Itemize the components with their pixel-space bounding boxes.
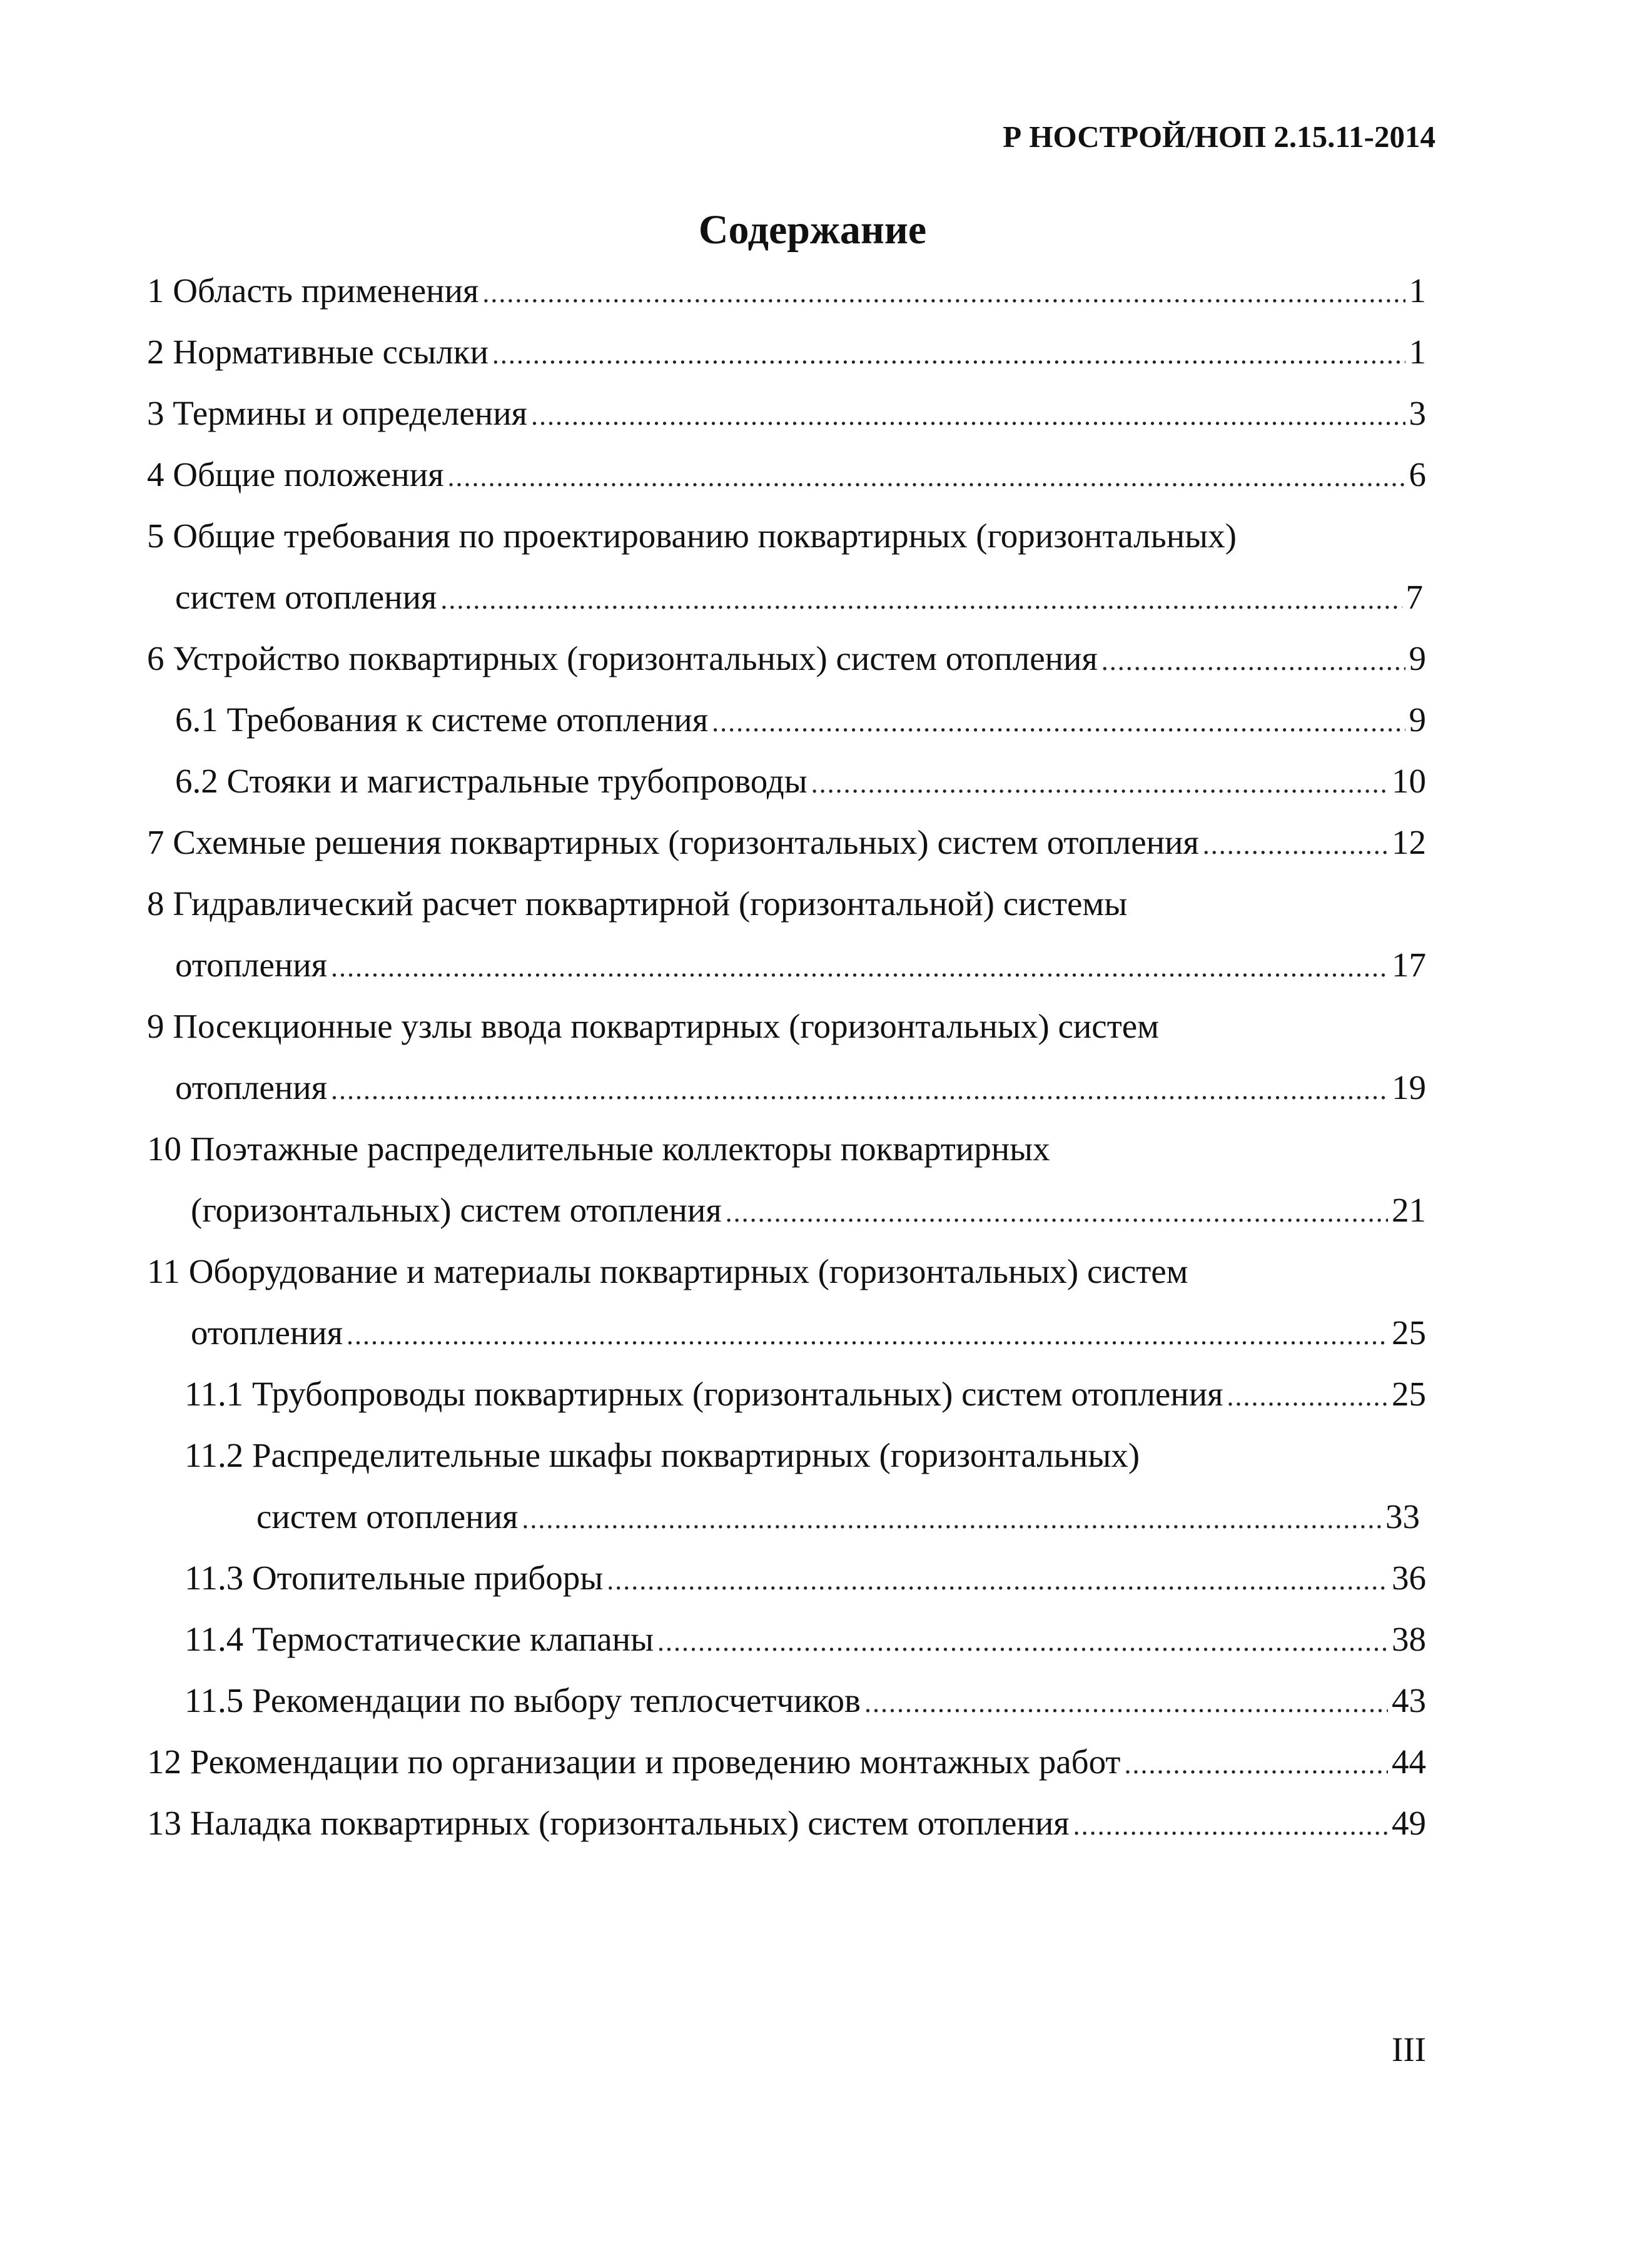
toc-entry-title: 1 Область применения	[147, 271, 479, 310]
toc-entry-9-line-1[interactable]	[147, 1005, 1159, 1048]
toc-entry-page: 38	[1392, 1620, 1426, 1658]
toc-entry-title: 11.2 Распределительные шкафы поквартирных (горизонтальных)	[185, 1436, 1140, 1474]
toc-entry-8-line-2[interactable]	[175, 943, 1426, 987]
dot-leader	[492, 333, 1405, 377]
toc-entry-title: (горизонтальных) систем отопления	[191, 1191, 722, 1229]
toc-entry-page: 44	[1392, 1743, 1426, 1781]
dot-leader	[1124, 1743, 1388, 1786]
toc-entry-12[interactable]	[147, 1740, 1426, 1784]
toc-entry-title: 6.1 Требования к системе отопления	[175, 701, 709, 739]
dot-leader	[726, 1191, 1388, 1235]
dot-leader	[1227, 1375, 1388, 1419]
toc-entry-11-line-1[interactable]	[147, 1250, 1188, 1293]
dot-leader	[607, 1559, 1388, 1602]
toc-entry-title: 6.2 Стояки и магистральные трубопроводы	[175, 762, 807, 800]
toc-entry-title: отопления	[191, 1314, 343, 1352]
toc-entry-title: 5 Общие требования по проектированию поквартирных (горизонтальных)	[147, 517, 1237, 555]
toc-entry-title: 4 Общие положения	[147, 455, 444, 494]
toc-entry-title: отопления	[175, 1068, 328, 1106]
toc-entry-11-3[interactable]	[185, 1556, 1426, 1600]
toc-entry-title: систем отопления	[175, 578, 437, 616]
dot-leader	[1101, 639, 1405, 683]
toc-entry-page: 17	[1392, 946, 1426, 984]
toc-entry-page: 25	[1392, 1375, 1426, 1413]
toc-entry-11-1[interactable]	[185, 1372, 1426, 1416]
toc-entry-11-2-line-1[interactable]	[185, 1434, 1140, 1477]
toc-entry-11-2-line-2[interactable]	[256, 1495, 1420, 1539]
dot-leader	[347, 1314, 1388, 1357]
toc-entry-5-line-1[interactable]	[147, 514, 1237, 558]
toc-entry-8-line-1[interactable]	[147, 882, 1127, 926]
dot-leader	[712, 701, 1405, 744]
toc-entry-page: 3	[1409, 394, 1426, 432]
toc-entry-title: 11 Оборудование и материалы поквартирных (горизонтальных) систем	[147, 1252, 1188, 1290]
toc-entry-page: 9	[1409, 639, 1426, 677]
dot-leader	[331, 1068, 1388, 1112]
toc-entry-6-1[interactable]	[175, 698, 1426, 742]
document-code: Р НОСТРОЙ/НОП 2.15.11-2014	[1003, 119, 1435, 154]
dot-leader	[331, 946, 1388, 990]
toc-entry-title: 8 Гидравлический расчет поквартирной (горизонтальной) системы	[147, 884, 1128, 923]
toc-entry-11-5[interactable]	[185, 1679, 1426, 1723]
toc-entry-6-2[interactable]	[175, 759, 1426, 803]
toc-entry-5-line-2[interactable]	[175, 575, 1423, 619]
page-number: III	[1392, 2030, 1426, 2068]
toc-entry-title: 11.5 Рекомендации по выбору теплосчетчиков	[185, 1681, 861, 1719]
dot-leader	[1203, 823, 1388, 867]
toc-entry-title: 9 Посекционные узлы ввода поквартирных (горизонтальных) систем	[147, 1007, 1159, 1045]
dot-leader	[531, 394, 1405, 438]
toc-entry-title: 7 Схемные решения поквартирных (горизонтальных) систем отопления	[147, 823, 1199, 861]
toc-entry-page: 33	[1385, 1497, 1420, 1536]
toc-entry-title: 11.3 Отопительные приборы	[185, 1559, 604, 1597]
toc-entry-page: 1	[1409, 271, 1426, 310]
toc-entry-page: 19	[1392, 1068, 1426, 1106]
toc-entry-title: 11.4 Термостатические клапаны	[185, 1620, 654, 1658]
toc-entry-11-4[interactable]	[185, 1617, 1426, 1661]
dot-leader	[811, 762, 1388, 806]
toc-entry-title: 6 Устройство поквартирных (горизонтальных) систем отопления	[147, 639, 1098, 677]
dot-leader	[657, 1620, 1388, 1664]
toc-entry-7[interactable]	[147, 821, 1426, 864]
toc-entry-page: 43	[1392, 1681, 1426, 1719]
dot-leader	[1073, 1804, 1388, 1848]
toc-entry-page: 6	[1409, 455, 1426, 494]
toc-entry-1[interactable]	[147, 269, 1426, 313]
toc-entry-page: 12	[1392, 823, 1426, 861]
toc-entry-3[interactable]	[147, 392, 1426, 435]
toc-entry-title: 12 Рекомендации по организации и проведению монтажных работ	[147, 1743, 1121, 1781]
toc-entry-page: 10	[1392, 762, 1426, 800]
toc-entry-page: 1	[1409, 333, 1426, 371]
toc-entry-page: 9	[1409, 701, 1426, 739]
toc-entry-10-line-1[interactable]	[147, 1127, 1050, 1171]
toc-entry-4[interactable]	[147, 453, 1426, 497]
page-title: Содержание	[698, 207, 927, 253]
dot-leader	[522, 1497, 1382, 1541]
toc-entry-page: 21	[1392, 1191, 1426, 1229]
toc-entry-page: 25	[1392, 1314, 1426, 1352]
dot-leader	[482, 271, 1405, 315]
dot-leader	[448, 455, 1405, 499]
toc-entry-title: 11.1 Трубопроводы поквартирных (горизонтальных) систем отопления	[185, 1375, 1223, 1413]
toc-entry-9-line-2[interactable]	[175, 1066, 1426, 1110]
toc-entry-10-line-2[interactable]	[191, 1188, 1426, 1232]
toc-entry-11-line-2[interactable]	[191, 1311, 1426, 1355]
toc-entry-title: 13 Наладка поквартирных (горизонтальных) систем отопления	[147, 1804, 1070, 1842]
toc-entry-title: 10 Поэтажные распределительные коллекторы поквартирных	[147, 1130, 1050, 1168]
toc-entry-2[interactable]	[147, 330, 1426, 374]
toc-entry-page: 49	[1392, 1804, 1426, 1842]
toc-entry-13[interactable]	[147, 1801, 1426, 1845]
toc-entry-title: систем отопления	[256, 1497, 519, 1536]
toc-entry-title: 3 Термины и определения	[147, 394, 527, 432]
toc-entry-title: отопления	[175, 946, 328, 984]
toc-entry-page: 36	[1392, 1559, 1426, 1597]
toc-entry-page: 7	[1405, 578, 1423, 616]
toc-entry-title: 2 Нормативные ссылки	[147, 333, 489, 371]
toc-entry-6[interactable]	[147, 637, 1426, 681]
dot-leader	[864, 1681, 1388, 1725]
dot-leader	[440, 578, 1402, 622]
